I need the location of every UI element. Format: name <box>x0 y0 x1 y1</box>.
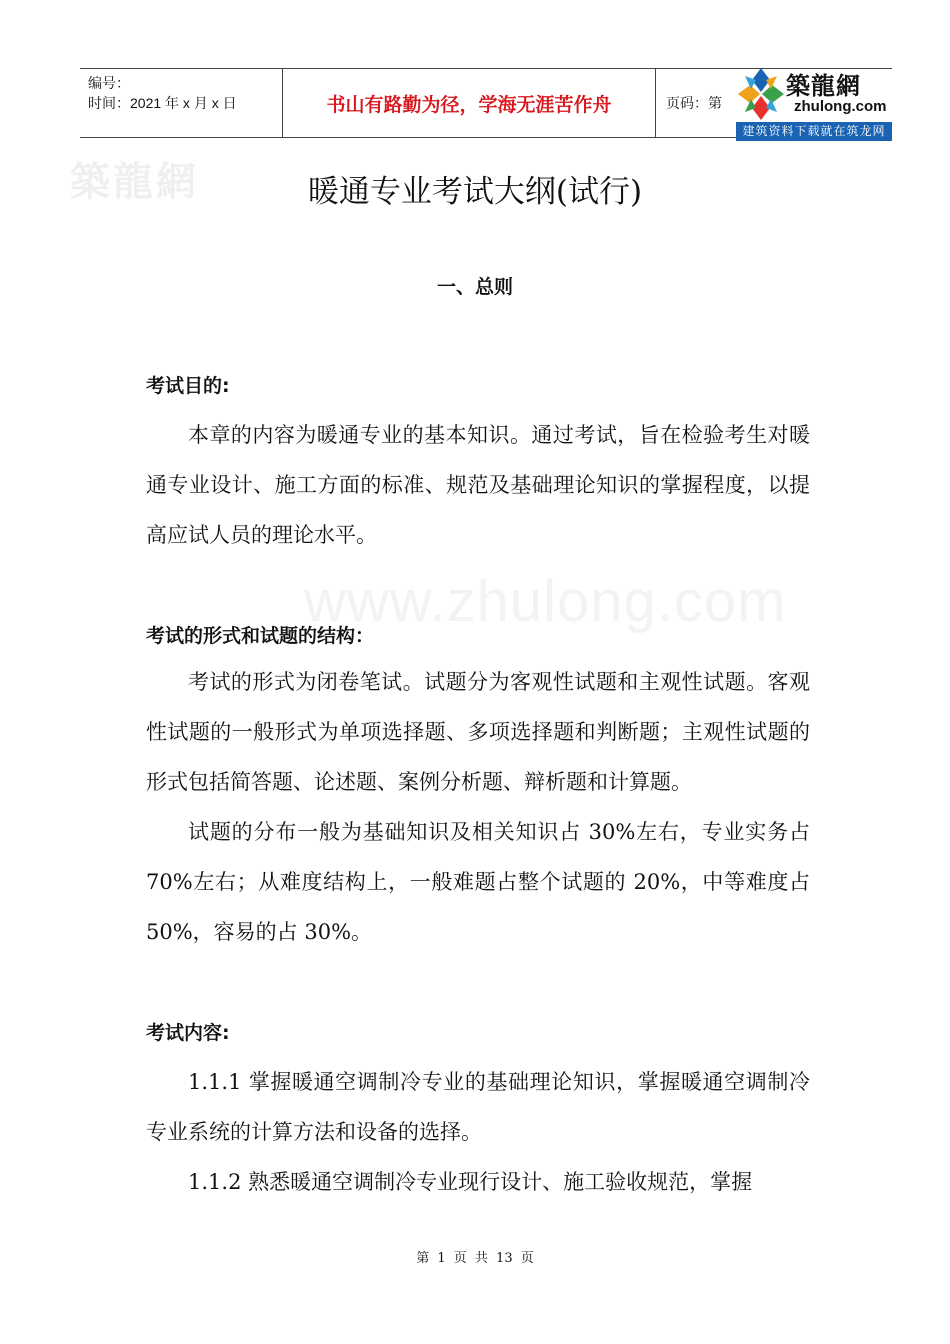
logo-domain: zhulong.com <box>794 98 887 115</box>
content-item-1: 1.1.1 掌握暖通空调制冷专业的基础理论知识，掌握暖通空调制冷专业系统的计算方法和设备的选择。 <box>146 1070 810 1144</box>
content-item-2: 1.1.2 熟悉暖通空调制冷专业现行设计、施工验收规范，掌握 <box>188 1170 753 1194</box>
watermark-logo: 築龍網 <box>70 158 199 205</box>
logo-chinese: 築龍網 <box>786 71 861 100</box>
zhulong-logo <box>736 64 892 142</box>
time-label: 时间：2021 年 x 月 x 日 <box>88 95 237 111</box>
motto: 书山有路勤为径，学海无涯苦作舟 <box>282 69 656 137</box>
page-label-text: 页码：第 <box>666 95 722 111</box>
watermark-url: www.zhulong.com <box>304 569 787 634</box>
page-footer: 第 1 页 共 13 页 <box>416 1251 534 1266</box>
form-heading: 考试的形式和试题的结构： <box>146 625 375 647</box>
number-label: 编号： <box>88 75 130 91</box>
purpose-heading: 考试目的: <box>146 375 230 397</box>
purpose-paragraph: 本章的内容为暖通专业的基本知识。通过考试，旨在检验考生对暖通专业设计、施工方面的标准、规范及基础理论知识的掌握程度，以提高应试人员的理论水平。 <box>146 423 810 547</box>
section-title: 一、总则 <box>436 276 513 298</box>
logo-mark-icon <box>736 66 786 122</box>
form-paragraph-1: 考试的形式为闭卷笔试。试题分为客观性试题和主观性试题。客观性试题的一般形式为单项选择题、多项选择题和判断题；主观性试题的形式包括简答题、论述题、案例分析题、辩析题和计算题。 <box>146 670 810 794</box>
form-paragraph-2: 试题的分布一般为基础知识及相关知识占 30%左右，专业实务占 70%左右；从难度结构上，一般难题占整个试题的 20%，中等难度占 50%，容易的占 30%。 <box>146 820 810 944</box>
document-title: 暖通专业考试大纲(试行) <box>307 174 643 210</box>
content-heading: 考试内容: <box>146 1022 230 1044</box>
header-meta <box>80 69 282 137</box>
logo-tagline: 建筑资料下载就在筑龙网 <box>736 122 892 141</box>
